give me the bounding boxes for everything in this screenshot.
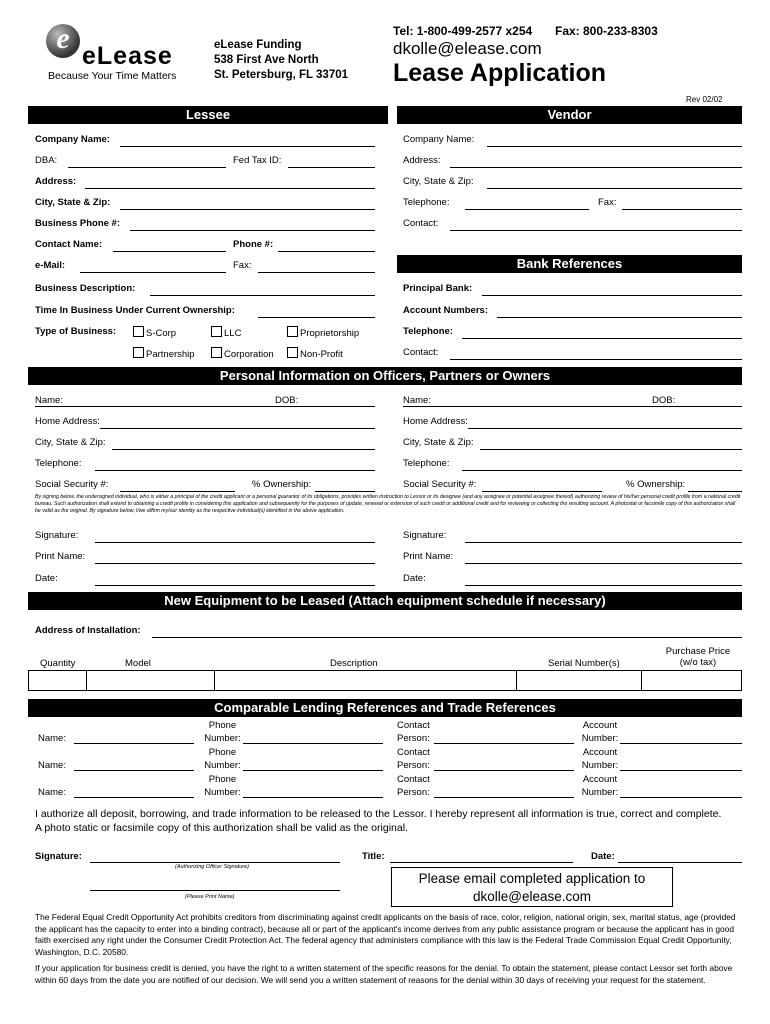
type-corporation-label: Corporation [224,349,274,360]
type-corporation[interactable] [211,347,274,360]
officer2-telephone-label: Telephone: [403,458,450,469]
ref-phone-field[interactable] [243,770,383,771]
auth-printname-field[interactable] [90,890,340,891]
authorization-text2: A photo static or facsimile copy of this authorization shall be valid as the original. [35,822,408,834]
officer1-dob-label: DOB: [275,395,299,406]
lessee-phone-label: Phone #: [233,239,274,250]
officer2-ssn-field[interactable] [482,491,602,492]
ecoa-notice: The Federal Equal Credit Opportunity Act prohibits creditors from discriminating against credit applicants on the basis of race, color, religion, national origin, sex, marital status, age (provided the applicant has the capacity to enter into a binding contract), because all or part of the applicant's income derives from any public assistance program or because the applicant has in good faith exercised any right under the Consumer Credit Protection Act. The federal agency that administers compliance with this law is the Federal Trade Commission Equal Credit Opportunity, Washington, D.C. 20580. [35,912,736,957]
ref-name-label: Name: [38,760,66,771]
type-nonprofit-label: Non-Profit [300,349,343,360]
references-heading: Comparable Lending References and Trade References [28,699,742,717]
ref-account-field[interactable] [620,743,742,744]
bank-telephone-label: Telephone: [403,326,453,337]
type-proprietorship[interactable] [287,326,359,339]
revision: Rev 02/02 [686,95,723,104]
col-description: Description [330,658,378,669]
address-line2: St. Petersburg, FL 33701 [214,69,349,81]
auth-title-label: Title: [362,851,385,862]
header-tel: Tel: 1-800-499-2577 x254 [393,24,533,38]
auth-officer-caption: (Authorizing Officer Signature) [175,864,249,870]
header-email: dkolle@elease.com [393,39,542,58]
col-quantity: Quantity [40,658,76,669]
ref-name-field[interactable] [74,797,194,798]
vendor-fax-label: Fax: [598,197,617,208]
ref-contact-label-1: Contact [397,747,430,758]
officer2-date-label: Date: [403,573,426,584]
bank-telephone-field[interactable] [462,338,742,339]
officer1-name-label: Name: [35,395,63,406]
ref-contact-label [397,719,430,745]
ref-phone-label [200,773,245,799]
vendor-address-label: Address: [403,155,441,166]
lessee-address-label: Address: [35,176,77,187]
ref-phone-label-2: Number: [204,760,241,771]
officer1-ssn-field[interactable] [120,491,235,492]
auth-date-label: Date: [591,851,615,862]
ref-contact-label-2: Person: [397,733,430,744]
ref-contact-label-2: Person: [397,760,430,771]
lessee-city-label: City, State & Zip: [35,197,111,208]
lessee-fedtax-label: Fed Tax ID: [233,155,282,166]
ref-contact-label-1: Contact [397,774,430,785]
officer2-signature-field[interactable] [465,542,742,543]
denial-notice: If your application for business credit is denied, you have the right to a written statement of the specific reasons for the denial. To obtain the statement, please contact Lessor set forth above within 60 days from the date you are notified of our decision. We will send you a written statement of reasons for the denial within 30 days of receiving your request for the statement. [35,963,733,985]
vendor-contact-label: Contact: [403,218,439,229]
ref-contact-field[interactable] [434,743,574,744]
officer1-ssn-label: Social Security #: [35,479,109,490]
officer1-city-label: City, State & Zip: [35,437,106,448]
logo-tagline: Because Your Time Matters [48,70,177,82]
ref-account-label-2: Number: [581,787,619,798]
col-divider [86,671,87,690]
officer1-telephone-label: Telephone: [35,458,82,469]
lessee-bizphone-field[interactable] [130,230,375,231]
lessee-bizdesc-label: Business Description: [35,283,136,294]
equipment-table[interactable] [28,670,742,691]
address-line1: 538 First Ave North [214,54,319,66]
ref-account-label-2: Number: [581,760,619,771]
ref-name-field[interactable] [74,770,194,771]
lessee-heading: Lessee [28,106,388,124]
col-serial: Serial Number(s) [548,658,620,669]
officer2-city-field[interactable] [480,449,742,450]
ref-account-label-1: Account [582,720,618,731]
ref-phone-label-1: Phone [208,774,237,785]
lessee-email-field[interactable] [80,272,226,273]
bank-accounts-field[interactable] [497,317,742,318]
auth-title-field[interactable] [390,862,573,863]
lessee-fax-label: Fax: [233,260,252,271]
ref-phone-label-2: Number: [204,733,241,744]
checkbox-icon[interactable] [211,326,222,337]
lessee-dba-field[interactable] [68,167,226,168]
officer1-signature-label: Signature: [35,530,79,541]
ref-name-label: Name: [38,733,66,744]
type-scorp[interactable] [133,326,176,339]
ref-phone-label [200,719,245,745]
lessee-type-label: Type of Business: [35,326,117,337]
ref-contact-field[interactable] [434,770,574,771]
officer1-name-field[interactable] [35,406,375,407]
officer2-name-field[interactable] [403,406,742,407]
checkbox-icon[interactable] [133,326,144,337]
email-box-line1: Please email completed application to [418,871,646,886]
installation-field[interactable] [152,637,742,638]
email-box [391,867,673,907]
vendor-heading: Vendor [397,106,742,124]
company-address [214,38,348,83]
ref-phone-field[interactable] [243,743,383,744]
vendor-company-label: Company Name: [403,134,475,145]
vendor-fax-field[interactable] [622,209,742,210]
ref-name-field[interactable] [74,743,194,744]
officer2-printname-field[interactable] [465,563,742,564]
bank-accounts-label: Account Numbers: [403,305,488,316]
officer1-ownership-label: % Ownership: [252,479,312,490]
checkbox-icon[interactable] [287,347,298,358]
type-nonprofit[interactable] [287,347,343,360]
auth-signature-label: Signature: [35,851,82,862]
lessee-company-label: Company Name: [35,134,110,145]
ref-account-label-1: Account [582,774,618,785]
officer2-name-label: Name: [403,395,431,406]
officer2-address-label: Home Address: [403,416,468,427]
ref-account-label [580,773,620,799]
col-divider [214,671,215,690]
lessee-phone-field[interactable] [278,251,375,252]
officer1-date-label: Date: [35,573,58,584]
lessee-email-label: e-Mail: [35,260,66,271]
officer2-address-field[interactable] [468,428,742,429]
ref-contact-label-1: Contact [397,720,430,731]
auth-printname-caption: (Please Print Name) [185,894,235,900]
officer2-ownership-label: % Ownership: [626,479,686,490]
officer1-address-label: Home Address: [35,416,100,427]
logo-brand: eLease [82,42,173,70]
type-llc[interactable] [211,326,241,339]
col-divider [641,671,642,690]
ref-phone-field[interactable] [243,797,383,798]
logo-e-icon: e [46,24,80,58]
ref-contact-label [397,773,430,799]
bank-heading: Bank References [397,255,742,273]
officer1-printname-label: Print Name: [35,551,86,562]
officer2-date-field[interactable] [465,585,742,586]
vendor-city-field[interactable] [487,188,742,189]
lessee-time-label: Time In Business Under Current Ownership: [35,305,235,316]
vendor-address-field[interactable] [450,167,742,168]
bank-principal-label: Principal Bank: [403,283,473,294]
checkbox-icon[interactable] [133,347,144,358]
lessee-city-field[interactable] [120,209,375,210]
ref-phone-label-1: Phone [208,720,237,731]
ref-phone-label-2: Number: [204,787,241,798]
vendor-telephone-field[interactable] [465,209,589,210]
officers-heading: Personal Information on Officers, Partners or Owners [28,367,742,385]
ref-account-label [580,746,620,772]
officer2-dob-label: DOB: [652,395,676,406]
header-fax: Fax: 800-233-8303 [555,24,658,38]
type-proprietorship-label: Proprietorship [300,328,360,339]
lessee-fax-field[interactable] [258,272,375,273]
ref-account-label-1: Account [582,747,618,758]
auth-date-field[interactable] [618,862,742,863]
officer2-telephone-field[interactable] [462,470,742,471]
equipment-heading: New Equipment to be Leased (Attach equipment schedule if necessary) [28,592,742,610]
officer2-ownership-field[interactable] [688,491,742,492]
bank-contact-label: Contact: [403,347,439,358]
page-title: Lease Application [393,59,607,87]
ref-account-field[interactable] [620,797,742,798]
officer1-ownership-field[interactable] [315,491,375,492]
col-model: Model [125,658,151,669]
ref-account-label [580,719,620,745]
vendor-company-field[interactable] [487,146,742,147]
officer2-printname-label: Print Name: [403,551,454,562]
officer1-address-field[interactable] [100,428,375,429]
type-partnership[interactable] [133,347,195,360]
company-name: eLease Funding [214,39,302,51]
officers-disclaimer: By signing below, the undersigned individual, who is either a principal of the credit applicant or a personal guarantor of its obligations, provides written instruction to Lessor or its designee (and any assignee or potential assignee thereof) authorizing review of his/her personal credit profile from a national credit bureau. Such authorization shall extend to obtaining a credit profile in considering this application and subsequently for the purposes of update, renewal or extension of such credit or additional credit and for reviewing or collecting the resulting account. A photostat or facsimile copy of this authorization shall be valid as the original. By signature below, I/we affirm my/our identity as the respective individual(s) identified in the above application. [35,494,741,515]
type-scorp-label: S-Corp [146,328,177,339]
lessee-company-field[interactable] [120,146,375,147]
ref-account-label-2: Number: [581,733,619,744]
officer1-signature-field[interactable] [95,542,375,543]
officer2-city-label: City, State & Zip: [403,437,474,448]
lessee-contact-field[interactable] [113,251,226,252]
lessee-contact-label: Contact Name: [35,239,103,250]
ref-contact-label-2: Person: [397,787,430,798]
bank-principal-field[interactable] [482,295,742,296]
lessee-dba-label: DBA: [35,155,58,166]
bank-contact-field[interactable] [450,359,742,360]
col-divider [516,671,517,690]
authorization-text1: I authorize all deposit, borrowing, and trade information to be released to the Lessor. I hereby represent all information is true, correct and complete. [35,808,722,820]
ref-name-label: Name: [38,787,66,798]
vendor-telephone-label: Telephone: [403,197,450,208]
installation-label: Address of Installation: [35,625,141,636]
lessee-bizdesc-field[interactable] [150,295,375,296]
ref-account-field[interactable] [620,770,742,771]
officer2-ssn-label: Social Security #: [403,479,477,490]
auth-signature-field[interactable] [90,862,340,863]
lessee-address-field[interactable] [85,188,375,189]
col-price: Purchase Price (w/o tax) [665,646,731,668]
officer1-city-field[interactable] [112,449,375,450]
checkbox-icon[interactable] [287,326,298,337]
vendor-contact-field[interactable] [450,230,742,231]
lessee-fedtax-field[interactable] [288,167,375,168]
ref-contact-field[interactable] [434,797,574,798]
lessee-time-field[interactable] [258,317,375,318]
type-partnership-label: Partnership [146,349,195,360]
lessee-bizphone-label: Business Phone #: [35,218,120,229]
ref-phone-label-1: Phone [208,747,237,758]
logo [44,24,194,104]
email-box-line2: dkolle@elease.com [472,889,591,904]
vendor-city-label: City, State & Zip: [403,176,474,187]
officer1-telephone-field[interactable] [95,470,375,471]
checkbox-icon[interactable] [211,347,222,358]
ref-contact-label [397,746,430,772]
type-llc-label: LLC [224,328,242,339]
ref-phone-label [200,746,245,772]
officer1-date-field[interactable] [95,585,375,586]
officer2-signature-label: Signature: [403,530,447,541]
officer1-printname-field[interactable] [95,563,375,564]
